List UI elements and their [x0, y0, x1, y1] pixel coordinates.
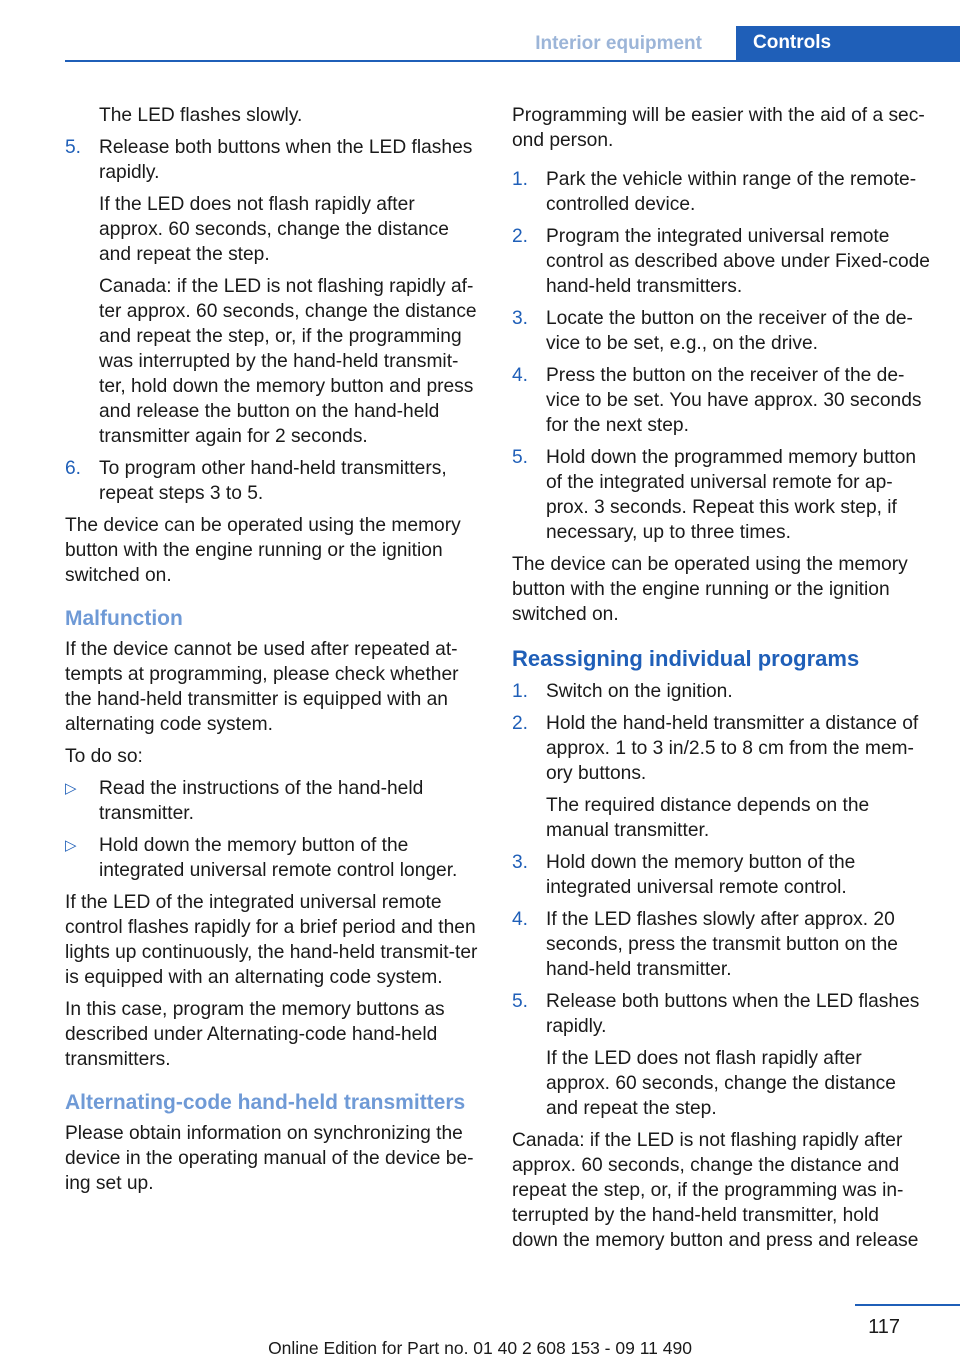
step-text: If the LED flashes slowly after approx. 20 seconds, press the transmit button on the hand-held transmitter. [546, 909, 898, 980]
step-number: 5. [512, 447, 529, 468]
bullet-text: Read the instructions of the hand-held transmitter. [99, 778, 424, 824]
step-text: Switch on the ignition. [546, 681, 733, 702]
page-footer [0, 1300, 960, 1362]
list-item [512, 306, 930, 356]
continuation-text: The LED flashes slowly. [99, 105, 303, 126]
step-number: 1. [512, 169, 529, 190]
paragraph: Programming will be easier with the aid of a sec-ond person. [512, 105, 925, 151]
paragraph: To do so: [65, 746, 143, 767]
bullet-item [65, 833, 483, 883]
step-text: Release both buttons when the LED flashes rapidly. [99, 137, 473, 183]
heading-reassigning: Reassigning individual programs [512, 646, 860, 671]
triangle-bullet-icon: ▷ [65, 780, 77, 797]
list-item [512, 363, 930, 438]
step-number: 6. [65, 458, 82, 479]
step-text: Locate the button on the receiver of the de-vice to be set, e.g., on the drive. [546, 308, 913, 354]
step-number: 4. [512, 365, 529, 386]
list-item [512, 711, 930, 843]
header-rule [65, 60, 960, 62]
step-text: Press the button on the receiver of the de-vice to be set. You have approx. 30 seconds for the next step. [546, 365, 922, 436]
list-item [512, 224, 930, 299]
step-note: If the LED does not flash rapidly after approx. 60 seconds, change the distance and repeat the step. [546, 1048, 896, 1119]
paragraph: Please obtain information on synchronizing the device in the operating manual of the device be-ing set up. [65, 1123, 474, 1194]
list-item [512, 679, 930, 704]
list-item [65, 135, 483, 449]
list-item [512, 167, 930, 217]
step-text: Hold down the memory button of the integrated universal remote control. [546, 852, 856, 898]
list-item [512, 907, 930, 982]
step-text: Park the vehicle within range of the remote-controlled device. [546, 169, 917, 215]
step-text: Release both buttons when the LED flashes rapidly. [546, 991, 920, 1037]
section-title: Interior equipment [535, 33, 702, 54]
triangle-bullet-icon: ▷ [65, 837, 77, 854]
heading-alternating-code: Alternating-code hand-held transmitters [65, 1091, 466, 1114]
page-number: 117 [868, 1316, 900, 1338]
step-number: 5. [512, 991, 529, 1012]
step-note: Canada: if the LED is not flashing rapidly af-ter approx. 60 seconds, change the distance and repeat the step, or, if the programming was interrupted by the hand-held transmit-ter, hold down the memory button and press and release the button on the hand-held transmitter again for 2 seconds. [99, 276, 477, 447]
step-number: 5. [65, 137, 82, 158]
step-text: To program other hand-held transmitters, repeat steps 3 to 5. [99, 458, 447, 504]
bullet-item [65, 776, 483, 826]
step-number: 4. [512, 909, 529, 930]
list-item [65, 456, 483, 506]
step-number: 3. [512, 852, 529, 873]
list-item [512, 850, 930, 900]
step-note: The required distance depends on the manual transmitter. [546, 795, 870, 841]
step-number: 1. [512, 681, 529, 702]
step-text: Hold the hand-held transmitter a distance of approx. 1 to 3 in/2.5 to 8 cm from the mem-ory buttons. [546, 713, 919, 784]
paragraph: The device can be operated using the memory button with the engine running or the ignition switched on. [512, 554, 908, 625]
bullet-text: Hold down the memory button of the integrated universal remote control longer. [99, 835, 458, 881]
chapter-tab: Controls [736, 26, 960, 62]
step-number: 2. [512, 226, 529, 247]
step-note: If the LED does not flash rapidly after approx. 60 seconds, change the distance and repeat the step. [99, 194, 449, 265]
paragraph: If the device cannot be used after repeated at-tempts at programming, please check whether the hand-held transmitter is equipped with an alternating code system. [65, 639, 459, 735]
step-number: 2. [512, 713, 529, 734]
step-text: Program the integrated universal remote control as described above under Fixed-code hand-held transmitters. [546, 226, 930, 297]
paragraph: In this case, program the memory buttons as described under Alternating-code hand-held transmitters. [65, 999, 445, 1070]
left-column [65, 103, 483, 1203]
heading-malfunction: Malfunction [65, 607, 183, 630]
list-item [512, 445, 930, 545]
paragraph: The device can be operated using the memory button with the engine running or the ignition switched on. [65, 515, 461, 586]
paragraph: If the LED of the integrated universal remote control flashes rapidly for a brief period and then lights up continuously, the hand-held transmit-ter is equipped with an alternating code system. [65, 892, 478, 988]
page-header [0, 0, 960, 62]
edition-line: Online Edition for Part no. 01 40 2 608 153 - 09 11 490 [268, 1338, 692, 1358]
step-text: Hold down the programmed memory button of the integrated universal remote for ap-prox. 3 seconds. Repeat this work step, if necessary, up to three times. [546, 447, 917, 543]
right-column [512, 103, 930, 1260]
step-number: 3. [512, 308, 529, 329]
footer-rule [855, 1304, 960, 1306]
list-item [512, 989, 930, 1121]
paragraph: Canada: if the LED is not flashing rapidly after approx. 60 seconds, change the distance and repeat the step, or, if the programming was in-terrupted by the hand-held transmitter, hold down the memory button and press and release [512, 1130, 919, 1251]
